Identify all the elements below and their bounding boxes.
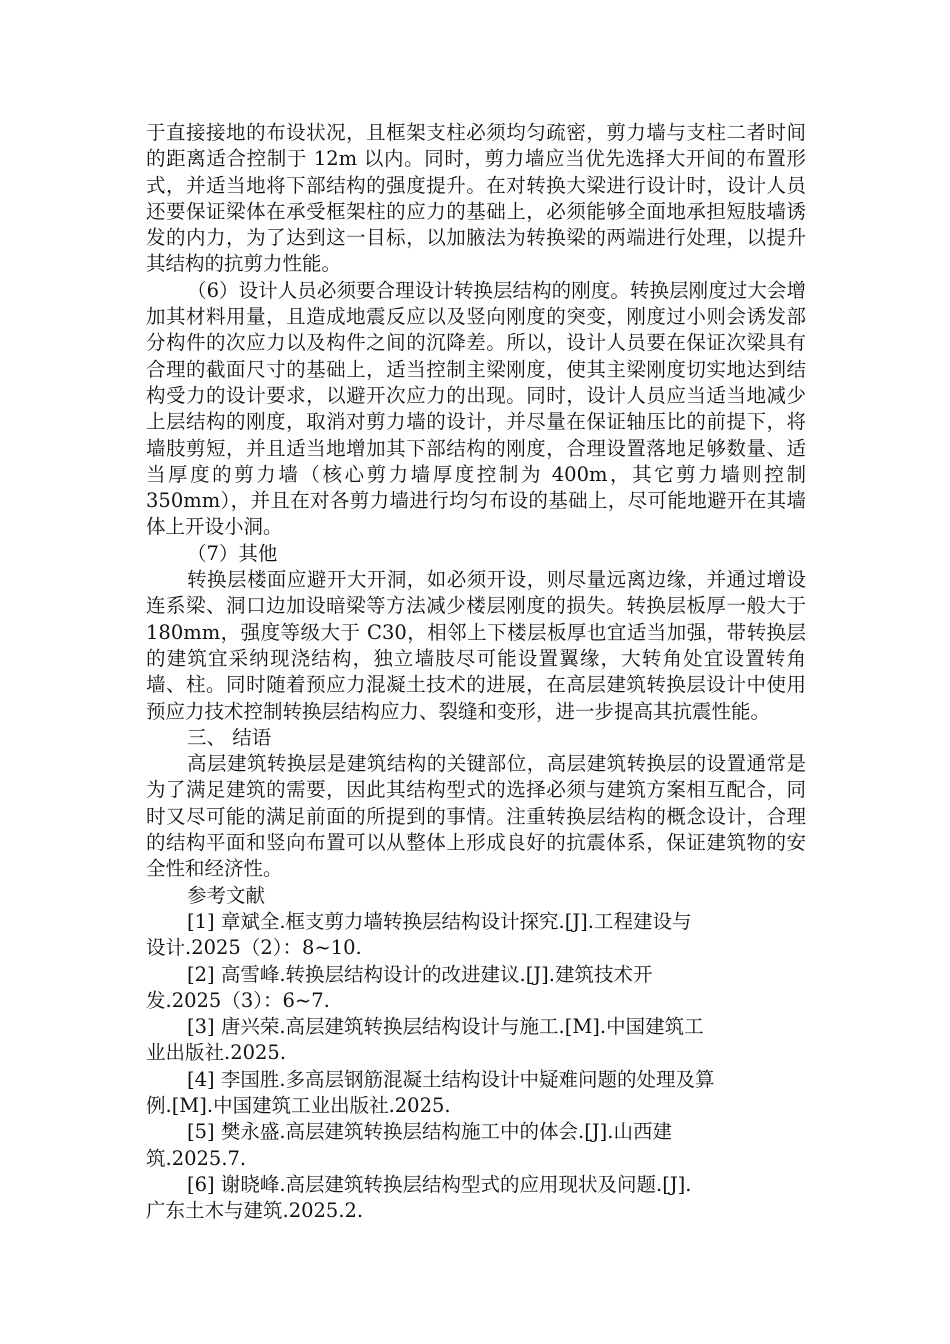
reference-line: 发.2025（3）：6~7. [146,988,330,1012]
reference-line: 广东土木与建筑.2025.2. [146,1199,364,1223]
paragraph-other: 转换层楼面应避开大开洞，如必须开设，则尽量远离边缘，并通过增设连系梁、洞口边加设暗梁等方法减少楼层刚度的损失。转换层板厚一般大于 180mm，强度等级大于 C30，相邻上下楼层板厚也宜适当加强，带转换层的建筑宜采纳现浇结构，独立墙肢尽可能设置翼缘，大转角处宜设置转角墙、柱。同时随着预应力混凝土技术的进展，在高层建筑转换层设计中使用预应力技术控制转换层结构应力、裂缝和变形，进一步提高其抗震性能。 [146,568,806,723]
paragraph-stiffness-design: （6）设计人员必须要合理设计转换层结构的刚度。转换层刚度过大会增加其材料用量，且造成地震反应以及竖向刚度的突变，刚度过小则会诱发部分构件的次应力以及构件之间的沉降差。所以，设计人员要在保证次梁具有合理的截面尺寸的基础上，适当控制主梁刚度，使其主梁刚度切实地达到结构受力的设计要求，以避开次应力的出现。同时，设计人员应当适当地减少上层结构的刚度，取消对剪力墙的设计，并尽量在保证轴压比的前提下，将墙肢剪短，并且适当地增加其下部结构的刚度，合理设置落地足够数量、适当厚度的剪力墙（核心剪力墙厚度控制为 400m，其它剪力墙则控制 350mm），并且在对各剪力墙进行均匀布设的基础上，尽可能地避开在其墙体上开设小洞。 [146,278,806,539]
reference-line: [1] 章斌全.框支剪力墙转换层结构设计探究.[J].工程建设与 [187,909,692,933]
reference-line: [4] 李国胜.多高层钢筋混凝土结构设计中疑难问题的处理及算 [187,1067,715,1091]
heading-references: 参考文献 [187,883,266,907]
paragraph-continued: 于直接接地的布设状况，且框架支柱必须均匀疏密，剪力墙与支柱二者时间的距离适合控制于 12m 以内。同时，剪力墙应当优先选择大开间的布置形式，并适当地将下部结构的强度提升。在对转换大梁进行设计时，设计人员还要保证梁体在承受框架柱的应力的基础上，必须能够全面地承担短肢墙诱发的内力，为了达到这一目标，以加腋法为转换梁的两端进行处理，以提升其结构的抗剪力性能。 [146,121,806,276]
reference-item [146,1172,806,1225]
reference-line: [3] 唐兴荣.高层建筑转换层结构设计与施工.[M].中国建筑工 [187,1015,704,1039]
paragraph-conclusion: 高层建筑转换层是建筑结构的关键部位，高层建筑转换层的设置通常是为了满足建筑的需要，因此其结构型式的选择必须与建筑方案相互配合，同时又尽可能的满足前面的所提到的事情。注重转换层结构的概念设计，合理的结构平面和竖向布置可以从整体上形成良好的抗震体系，保证建筑物的安全性和经济性。 [146,752,806,881]
heading-other: （7）其他 [187,541,278,565]
reference-list [146,909,806,1225]
reference-line: 例.[M].中国建筑工业出版社.2025. [146,1093,451,1117]
reference-line: [5] 樊永盛.高层建筑转换层结构施工中的体会.[J].山西建 [187,1120,672,1144]
reference-item [146,1119,806,1172]
reference-line: [6] 谢晓峰.高层建筑转换层结构型式的应用现状及问题.[J]. [187,1172,692,1196]
reference-line: 筑.2025.7. [146,1146,247,1170]
document-body [146,120,806,1224]
reference-item [146,909,806,962]
reference-line: 业出版社.2025. [146,1041,287,1065]
reference-item [146,1067,806,1120]
heading-conclusion: 三、 结语 [187,725,272,749]
reference-line: [2] 高雪峰.转换层结构设计的改进建议.[J].建筑技术开 [187,962,653,986]
reference-item [146,1014,806,1067]
reference-line: 设计.2025（2）：8~10. [146,936,362,960]
reference-item [146,962,806,1015]
